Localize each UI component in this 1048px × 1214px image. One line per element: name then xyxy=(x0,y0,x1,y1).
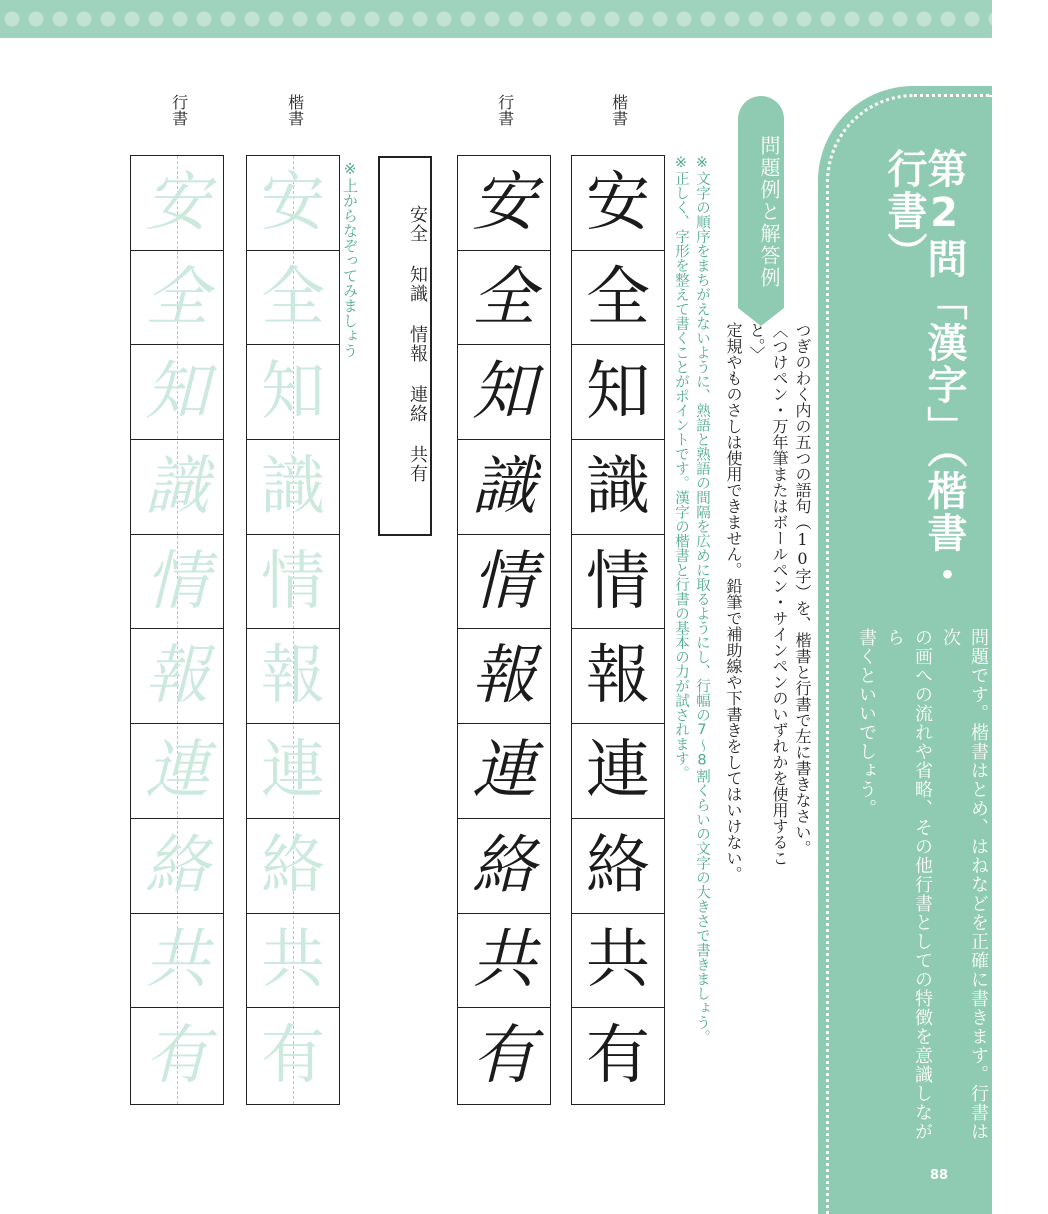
column-label-gyosho: 行書 xyxy=(495,94,515,126)
kanji-character: 情 xyxy=(472,545,536,617)
grid-cell xyxy=(247,819,339,914)
kanji-character: 絡 xyxy=(586,828,650,903)
word-item: 連絡 xyxy=(407,385,428,423)
instruction-line-3: 定規やものさしは使用できません。鉛筆で補助線や下書きをしてはいけない。 xyxy=(724,322,743,882)
grid-cell xyxy=(131,1008,223,1103)
grid-cell xyxy=(458,440,550,535)
kanji-character: 全 xyxy=(586,260,650,335)
kanji-character: 報 xyxy=(145,640,209,712)
instructions xyxy=(722,322,814,882)
kanji-character: 共 xyxy=(586,923,650,998)
grid-cell xyxy=(458,914,550,1009)
grid-cell xyxy=(572,724,664,819)
kanji-character: 識 xyxy=(586,449,650,524)
kanji-character: 知 xyxy=(586,355,650,430)
kanji-character: 絡 xyxy=(472,829,536,901)
intro-line: 問題です。楷書はとめ、はねなどを正確に書きます。行書は次 xyxy=(940,628,989,1141)
grid-cell xyxy=(247,440,339,535)
kanji-character: 情 xyxy=(586,544,650,619)
answer-example-tag: 問題例と解答例 xyxy=(738,96,784,308)
page-number: 88 xyxy=(930,1168,949,1183)
kanji-character: 識 xyxy=(472,450,536,522)
kanji-character: 全 xyxy=(472,261,536,333)
column-label-kaisho: 楷書 xyxy=(609,94,629,126)
intro-line: 漢字2字の熟語5つを、楷書と行書で2㎝のますに書くという xyxy=(996,628,1045,1131)
kanji-character: 共 xyxy=(261,923,325,998)
grid-cell xyxy=(247,629,339,724)
kanji-character: 識 xyxy=(145,450,209,522)
kanji-character: 報 xyxy=(261,639,325,714)
kanji-character: 有 xyxy=(472,1019,536,1091)
grid-cell xyxy=(131,629,223,724)
grid-cell xyxy=(572,1008,664,1103)
kanji-character: 連 xyxy=(472,734,536,806)
kanji-character: 全 xyxy=(145,261,209,333)
kanji-character: 安 xyxy=(472,166,536,238)
word-item: 情報 xyxy=(407,325,428,363)
kanji-character: 共 xyxy=(472,924,536,996)
note-2: ※正しく、字形を整えて書くことがポイントです。漢字の楷書と行書の基本の力が試されます。 xyxy=(673,155,689,780)
note-1: ※文字の順序をまちがえないように、熟語と熟語の間隔を広めに取るようにし、行幅の7～8割くらいの文字の大きさで書きましょう。 xyxy=(694,155,710,1044)
trace-note: ※上からなぞってみましょう xyxy=(341,160,359,358)
grid-cell xyxy=(458,251,550,346)
grid-cell xyxy=(131,156,223,251)
trace-grid-gyosho xyxy=(130,155,224,1105)
grid-cell xyxy=(458,156,550,251)
instruction-line-1: つぎのわく内の五つの語句（10字）を、楷書と行書で左に書きなさい。 xyxy=(793,322,812,856)
grid-cell xyxy=(247,535,339,630)
chapter-title: 第2問「漢字」（楷書・行書） xyxy=(881,148,967,596)
kanji-character: 知 xyxy=(145,356,209,428)
grid-cell xyxy=(131,914,223,1009)
kanji-character: 安 xyxy=(145,166,209,238)
grid-cell xyxy=(572,156,664,251)
top-decorative-band xyxy=(0,0,992,38)
kanji-character: 有 xyxy=(145,1019,209,1091)
kanji-character: 全 xyxy=(261,260,325,335)
grid-cell xyxy=(247,156,339,251)
intro-text xyxy=(852,628,1048,1148)
grid-cell xyxy=(458,629,550,724)
word-item: 知識 xyxy=(407,265,428,303)
answer-grid-gyosho xyxy=(457,155,551,1105)
grid-cell xyxy=(247,251,339,346)
grid-cell xyxy=(131,440,223,535)
grid-cell xyxy=(572,914,664,1009)
word-item: 安全 xyxy=(407,205,428,243)
grid-cell xyxy=(458,724,550,819)
kanji-character: 識 xyxy=(261,449,325,524)
notes xyxy=(670,155,712,1045)
grid-cell xyxy=(572,345,664,440)
kanji-character: 知 xyxy=(472,356,536,428)
grid-cell xyxy=(458,819,550,914)
grid-cell xyxy=(572,535,664,630)
kanji-character: 絡 xyxy=(145,829,209,901)
grid-cell xyxy=(131,724,223,819)
grid-cell xyxy=(458,1008,550,1103)
kanji-character: 有 xyxy=(586,1018,650,1093)
kanji-character: 報 xyxy=(586,639,650,714)
grid-cell xyxy=(572,629,664,724)
column-label-gyosho-trace: 行書 xyxy=(169,94,189,126)
intro-line: の画への流れや省略、その他行書としての特徴を意識しながら xyxy=(884,628,933,1141)
word-list-box xyxy=(378,156,432,536)
answer-grid-kaisho xyxy=(571,155,665,1105)
grid-cell xyxy=(458,345,550,440)
grid-cell xyxy=(247,345,339,440)
intro-line: 書くといいでしょう。 xyxy=(856,628,877,818)
grid-cell xyxy=(247,724,339,819)
word-item: 共有 xyxy=(407,445,428,483)
instruction-line-2: 〈つけペン・万年筆またはボールペン・サインペンのいずれかを使用すること。〉 xyxy=(747,322,789,866)
grid-cell xyxy=(131,251,223,346)
kanji-character: 安 xyxy=(261,165,325,240)
grid-cell xyxy=(247,1008,339,1103)
grid-cell xyxy=(572,440,664,535)
grid-cell xyxy=(131,535,223,630)
kanji-character: 連 xyxy=(261,733,325,808)
column-label-kaisho-trace: 楷書 xyxy=(285,94,305,126)
grid-cell xyxy=(572,251,664,346)
grid-cell xyxy=(572,819,664,914)
kanji-character: 連 xyxy=(586,733,650,808)
kanji-character: 共 xyxy=(145,924,209,996)
grid-cell xyxy=(131,345,223,440)
kanji-character: 報 xyxy=(472,640,536,712)
grid-cell xyxy=(247,914,339,1009)
grid-cell xyxy=(458,535,550,630)
kanji-character: 情 xyxy=(145,545,209,617)
grid-cell xyxy=(131,819,223,914)
kanji-character: 安 xyxy=(586,165,650,240)
kanji-character: 情 xyxy=(261,544,325,619)
trace-grid-kaisho xyxy=(246,155,340,1105)
kanji-character: 有 xyxy=(261,1018,325,1093)
kanji-character: 知 xyxy=(261,355,325,430)
kanji-character: 連 xyxy=(145,734,209,806)
kanji-character: 絡 xyxy=(261,828,325,903)
